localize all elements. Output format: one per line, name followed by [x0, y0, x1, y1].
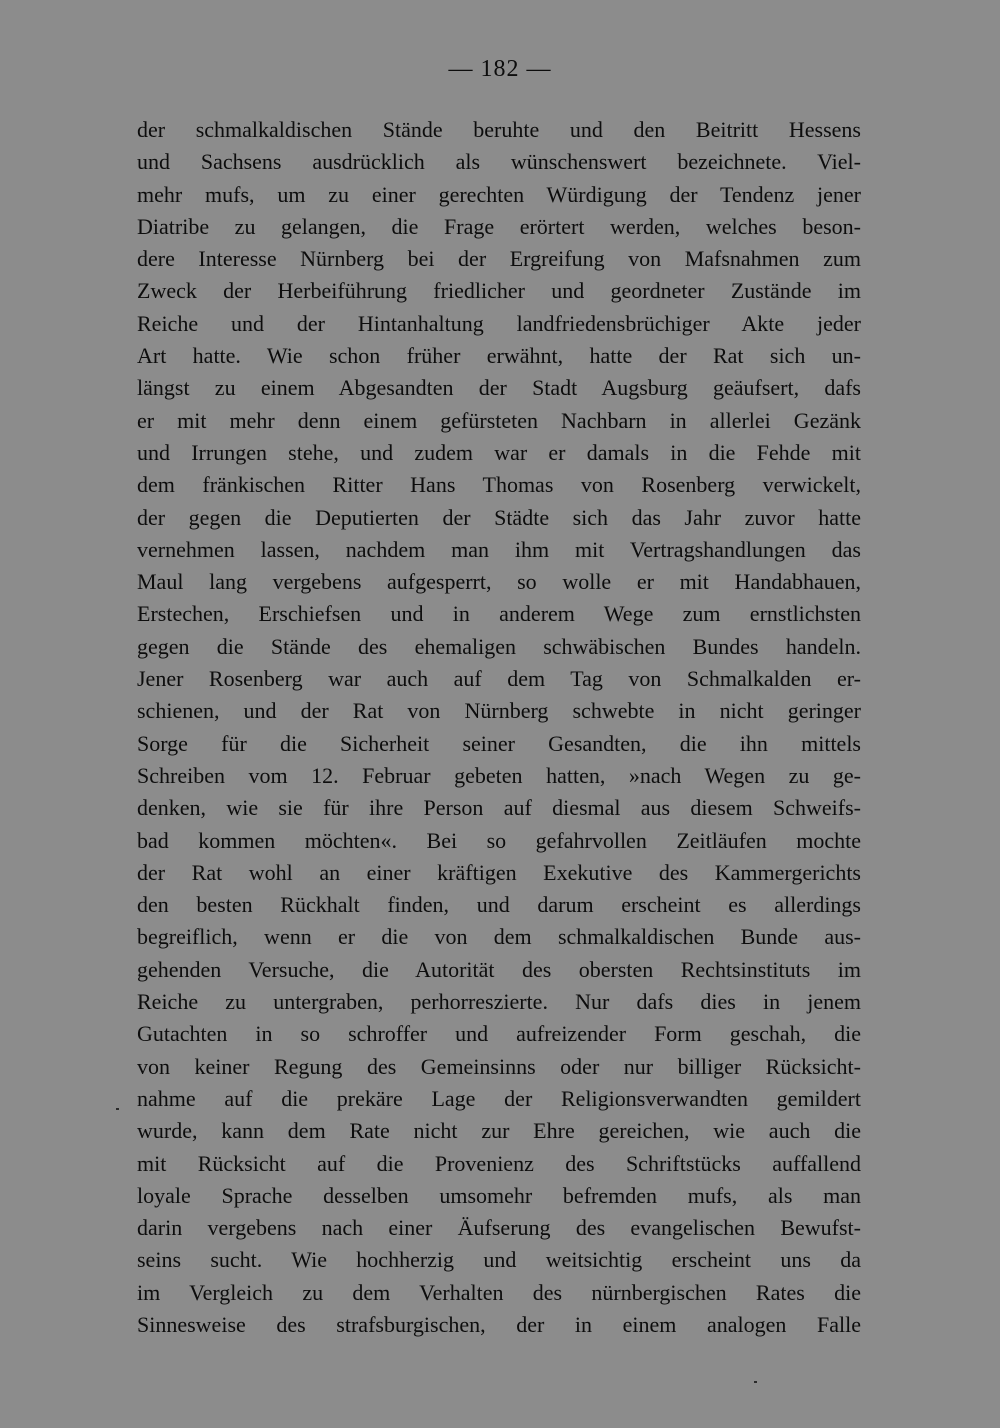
- text-line: Reiche zu untergraben, perhorreszierte. Nur dafs dies in jenem: [137, 989, 861, 1015]
- text-line: Maul lang vergebens aufgesperrt, so wolle er mit Handabhauen,: [137, 569, 861, 595]
- text-line: der Rat wohl an einer kräftigen Exekutive des Kammergerichts: [137, 859, 861, 885]
- scan-speck: [754, 1381, 757, 1383]
- text-line: nahme auf die prekäre Lage der Religionsverwandten gemildert: [137, 1085, 861, 1111]
- text-line: vernehmen lassen, nachdem man ihm mit Vertragshandlungen das: [137, 536, 861, 562]
- body-text: [137, 114, 861, 1341]
- text-line: den besten Rückhalt finden, und darum erscheint es allerdings: [137, 892, 861, 918]
- text-line: Sinnesweise des strafsburgischen, der in einem analogen Falle: [137, 1311, 861, 1337]
- text-line: Diatribe zu gelangen, die Frage erörtert werden, welches beson-: [137, 213, 861, 239]
- text-line: der schmalkaldischen Stände beruhte und den Beitritt Hessens: [137, 117, 861, 142]
- text-line: Schreiben vom 12. Februar gebeten hatten, »nach Wegen zu ge-: [137, 762, 861, 788]
- text-line: längst zu einem Abgesandten der Stadt Augsburg geäufsert, dafs: [137, 375, 861, 401]
- text-line: mehr mufs, um zu einer gerechten Würdigung der Tendenz jener: [137, 181, 861, 207]
- text-line: seins sucht. Wie hochherzig und weitsichtig erscheint uns da: [137, 1247, 861, 1273]
- page-number: — 182 —: [448, 56, 552, 82]
- text-line: darin vergebens nach einer Äufserung des evangelischen Bewufst-: [137, 1215, 861, 1241]
- text-line: schienen, und der Rat von Nürnberg schwebte in nicht geringer: [137, 698, 861, 724]
- text-line: Art hatte. Wie schon früher erwähnt, hatte der Rat sich un-: [137, 343, 861, 369]
- text-line: Erstechen, Erschiefsen und in anderem Wege zum ernstlichsten: [137, 601, 861, 627]
- text-line: Zweck der Herbeiführung friedlicher und geordneter Zustände im: [137, 278, 861, 304]
- scan-speck: [116, 1108, 119, 1110]
- text-line: gegen die Stände des ehemaligen schwäbischen Bundes handeln.: [137, 633, 861, 659]
- text-line: gehenden Versuche, die Autorität des obersten Rechtsinstituts im: [137, 956, 861, 982]
- text-line: denken, wie sie für ihre Person auf diesmal aus diesem Schweifs-: [137, 795, 861, 821]
- text-line: Reiche und der Hintanhaltung landfriedensbrüchiger Akte jeder: [137, 310, 861, 336]
- text-line: und Irrungen stehe, und zudem war er damals in die Fehde mit: [137, 439, 861, 465]
- text-line: der gegen die Deputierten der Städte sich das Jahr zuvor hatte: [137, 504, 861, 530]
- text-line: von keiner Regung des Gemeinsinns oder nur billiger Rücksicht-: [137, 1053, 861, 1079]
- text-line: begreiflich, wenn er die von dem schmalkaldischen Bunde aus-: [137, 924, 861, 950]
- text-line: und Sachsens ausdrücklich als wünschenswert bezeichnete. Viel-: [137, 149, 861, 175]
- text-line: im Vergleich zu dem Verhalten des nürnbergischen Rates die: [137, 1279, 861, 1305]
- text-line: Gutachten in so schroffer und aufreizender Form geschah, die: [137, 1021, 861, 1047]
- text-line: Jener Rosenberg war auch auf dem Tag von Schmalkalden er-: [137, 666, 861, 692]
- text-line: dem fränkischen Ritter Hans Thomas von Rosenberg verwickelt,: [137, 472, 861, 498]
- text-line: loyale Sprache desselben umsomehr befremden mufs, als man: [137, 1182, 861, 1208]
- text-line: mit Rücksicht auf die Provenienz des Schriftstücks auffallend: [137, 1150, 861, 1176]
- text-line: wurde, kann dem Rate nicht zur Ehre gereichen, wie auch die: [137, 1118, 861, 1144]
- text-line: Sorge für die Sicherheit seiner Gesandten, die ihn mittels: [137, 730, 861, 756]
- text-line: er mit mehr denn einem gefürsteten Nachbarn in allerlei Gezänk: [137, 407, 861, 433]
- text-line: bad kommen möchten«. Bei so gefahrvollen Zeitläufen mochte: [137, 827, 861, 853]
- text-line: dere Interesse Nürnberg bei der Ergreifung von Mafsnahmen zum: [137, 246, 861, 272]
